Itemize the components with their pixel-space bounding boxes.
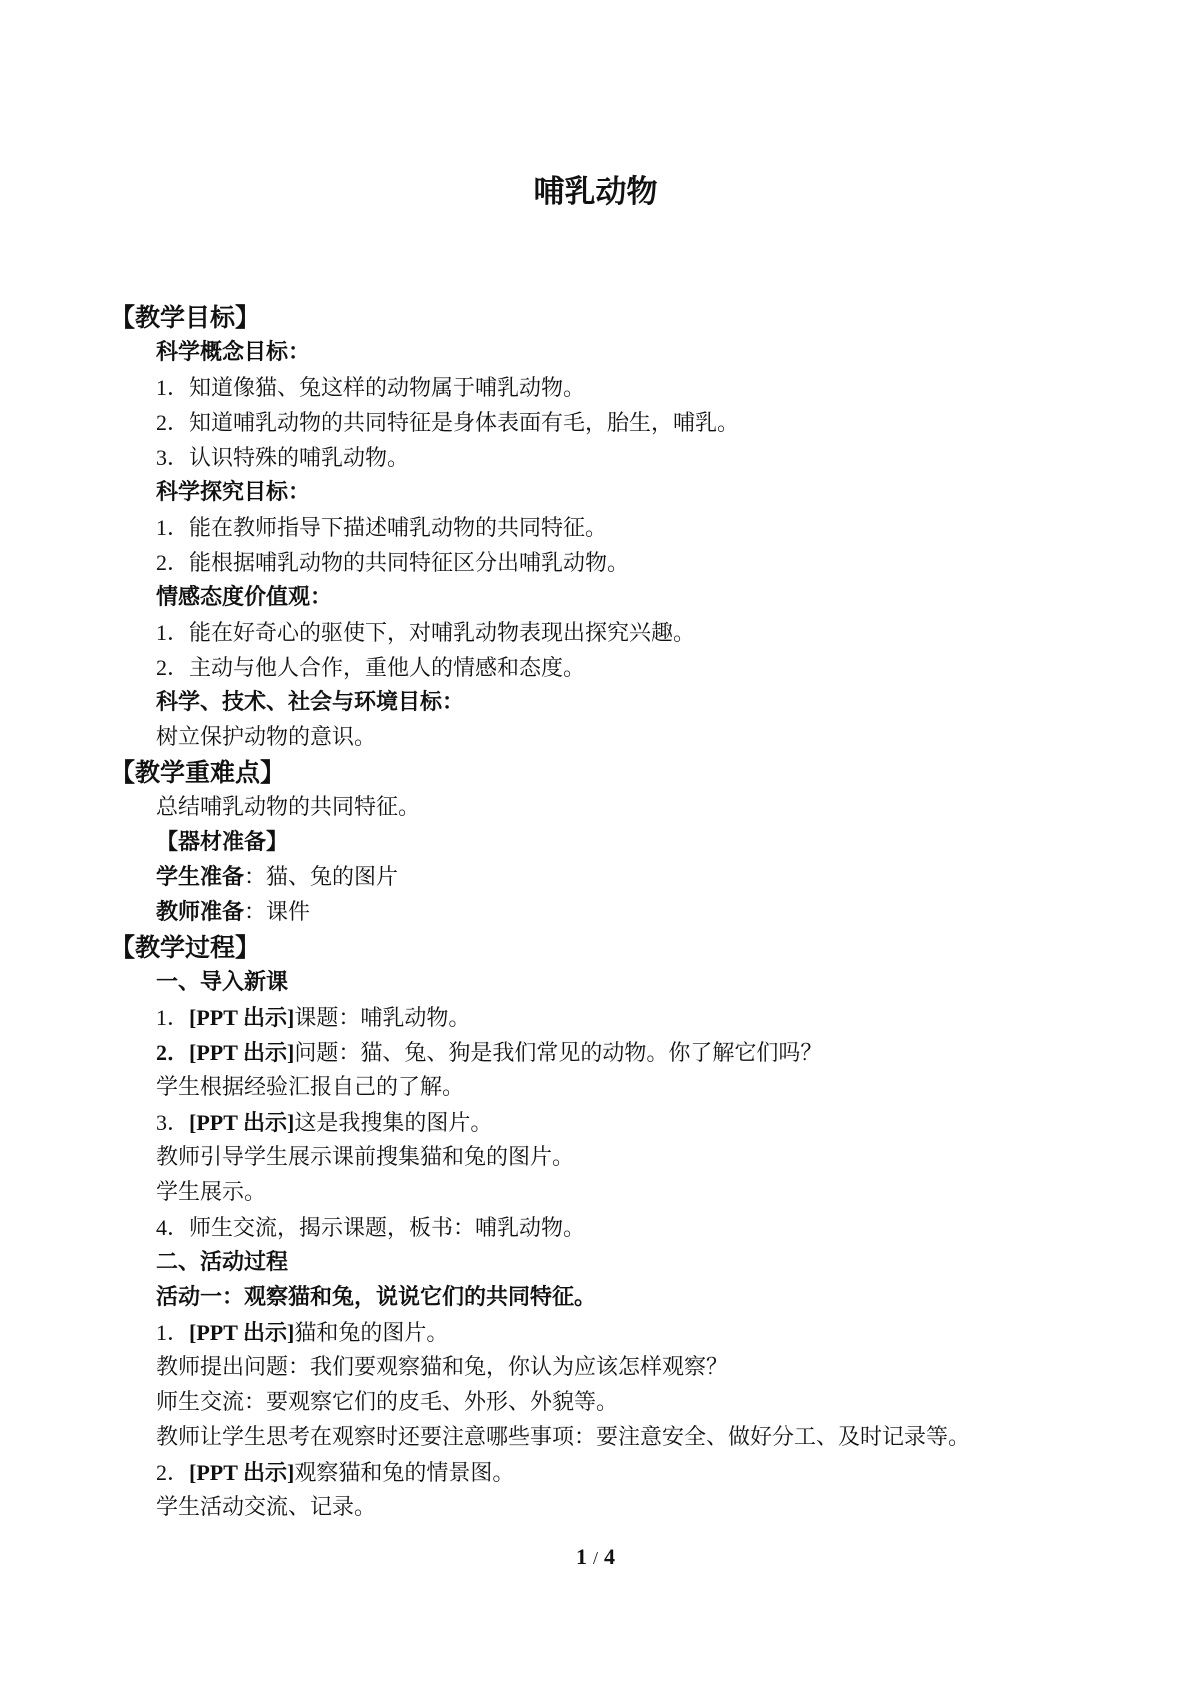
student-preparation-label: 学生准备 bbox=[156, 864, 245, 890]
process-step bbox=[110, 1210, 1110, 1245]
list-number: 1． bbox=[156, 515, 190, 540]
process-paragraph: 学生活动交流、记录。 bbox=[156, 1495, 377, 1520]
list-text: 能根据哺乳动物的共同特征区分出哺乳动物。 bbox=[189, 551, 630, 576]
ppt-tag: [PPT 出示] bbox=[189, 1320, 295, 1345]
part2-title: 二、活动过程 bbox=[156, 1249, 289, 1275]
process-step bbox=[110, 1315, 1110, 1350]
list-number: 3． bbox=[156, 445, 190, 470]
list-number: 2． bbox=[156, 550, 190, 575]
list-number: 1． bbox=[156, 620, 190, 645]
teacher-preparation-label: 教师准备 bbox=[156, 899, 245, 925]
inquiry-goal-label: 科学探究目标： bbox=[156, 479, 311, 505]
document-title: 哺乳动物 bbox=[533, 174, 658, 210]
ppt-tag: [PPT 出示] bbox=[189, 1110, 295, 1135]
student-preparation bbox=[110, 860, 1110, 895]
list-number: 2． bbox=[156, 1460, 190, 1485]
document-body bbox=[110, 300, 1110, 1525]
list-text: 能在教师指导下描述哺乳动物的共同特征。 bbox=[189, 516, 608, 541]
current-page: 1 bbox=[575, 1544, 587, 1569]
process-paragraph: 师生交流：要观察它们的皮毛、外形、外貌等。 bbox=[156, 1390, 619, 1415]
student-preparation-text: ：猫、兔的图片 bbox=[244, 865, 399, 890]
stse-goal-label: 科学、技术、社会与环境目标： bbox=[156, 689, 465, 715]
list-number: 3． bbox=[156, 1110, 190, 1135]
list-text: 知道像猫、兔这样的动物属于哺乳动物。 bbox=[189, 376, 586, 401]
keypoints-text: 总结哺乳动物的共同特征。 bbox=[156, 795, 421, 820]
process-step bbox=[110, 1105, 1110, 1140]
inquiry-goal-2 bbox=[110, 545, 1110, 580]
section-heading-process: 【教学过程】 bbox=[110, 933, 261, 962]
concept-goal-label: 科学概念目标： bbox=[156, 339, 311, 365]
total-pages: 4 bbox=[604, 1544, 615, 1569]
process-paragraph: 学生展示。 bbox=[156, 1180, 267, 1205]
part1-title: 一、导入新课 bbox=[156, 969, 289, 995]
list-number: 1． bbox=[156, 1005, 190, 1030]
process-step bbox=[110, 1000, 1110, 1035]
emotion-goal-2 bbox=[110, 650, 1110, 685]
page-number bbox=[0, 1544, 1191, 1570]
section-heading-keypoints: 【教学重难点】 bbox=[110, 758, 286, 787]
stse-goal-text: 树立保护动物的意识。 bbox=[156, 725, 377, 750]
process-step bbox=[110, 1035, 1110, 1070]
inquiry-goal-1 bbox=[110, 510, 1110, 545]
page-separator: / bbox=[592, 1548, 598, 1568]
list-number: 2． bbox=[156, 655, 190, 680]
teacher-preparation-text: ：课件 bbox=[244, 900, 311, 925]
list-text: 猫和兔的图片。 bbox=[294, 1321, 449, 1346]
list-text: 课题：哺乳动物。 bbox=[294, 1006, 471, 1031]
concept-goal-1 bbox=[110, 370, 1110, 405]
list-text: 知道哺乳动物的共同特征是身体表面有毛，胎生，哺乳。 bbox=[189, 411, 740, 436]
materials-heading: 【器材准备】 bbox=[156, 829, 289, 855]
teacher-preparation bbox=[110, 895, 1110, 930]
process-step bbox=[110, 1455, 1110, 1490]
list-text: 认识特殊的哺乳动物。 bbox=[189, 446, 410, 471]
list-text: 问题：猫、兔、狗是我们常见的动物。你了解它们吗？ bbox=[294, 1041, 823, 1066]
list-number: 1． bbox=[156, 1320, 190, 1345]
section-heading-goals: 【教学目标】 bbox=[110, 303, 261, 332]
list-number: 4． bbox=[156, 1215, 190, 1240]
concept-goal-3 bbox=[110, 440, 1110, 475]
list-number: 2． bbox=[156, 410, 190, 435]
ppt-tag: [PPT 出示] bbox=[189, 1460, 295, 1485]
ppt-tag: [PPT 出示] bbox=[189, 1005, 295, 1030]
emotion-goal-1 bbox=[110, 615, 1110, 650]
list-text: 主动与他人合作，重他人的情感和态度。 bbox=[189, 656, 586, 681]
concept-goal-2 bbox=[110, 405, 1110, 440]
list-text: 师生交流，揭示课题，板书：哺乳动物。 bbox=[189, 1216, 586, 1241]
activity1-title: 活动一：观察猫和兔，说说它们的共同特征。 bbox=[156, 1284, 597, 1310]
list-text: 观察猫和兔的情景图。 bbox=[294, 1461, 515, 1486]
process-paragraph: 教师引导学生展示课前搜集猫和兔的图片。 bbox=[156, 1145, 575, 1170]
list-text: 这是我搜集的图片。 bbox=[294, 1111, 493, 1136]
list-number: 1． bbox=[156, 375, 190, 400]
list-number: 2． bbox=[156, 1040, 190, 1065]
process-paragraph: 教师让学生思考在观察时还要注意哪些事项：要注意安全、做好分工、及时记录等。 bbox=[156, 1425, 971, 1450]
list-text: 能在好奇心的驱使下，对哺乳动物表现出探究兴趣。 bbox=[189, 621, 696, 646]
process-paragraph: 教师提出问题：我们要观察猫和兔，你认为应该怎样观察？ bbox=[156, 1355, 729, 1380]
process-paragraph: 学生根据经验汇报自己的了解。 bbox=[156, 1075, 465, 1100]
ppt-tag: [PPT 出示] bbox=[189, 1040, 295, 1065]
emotion-goal-label: 情感态度价值观： bbox=[156, 584, 333, 610]
